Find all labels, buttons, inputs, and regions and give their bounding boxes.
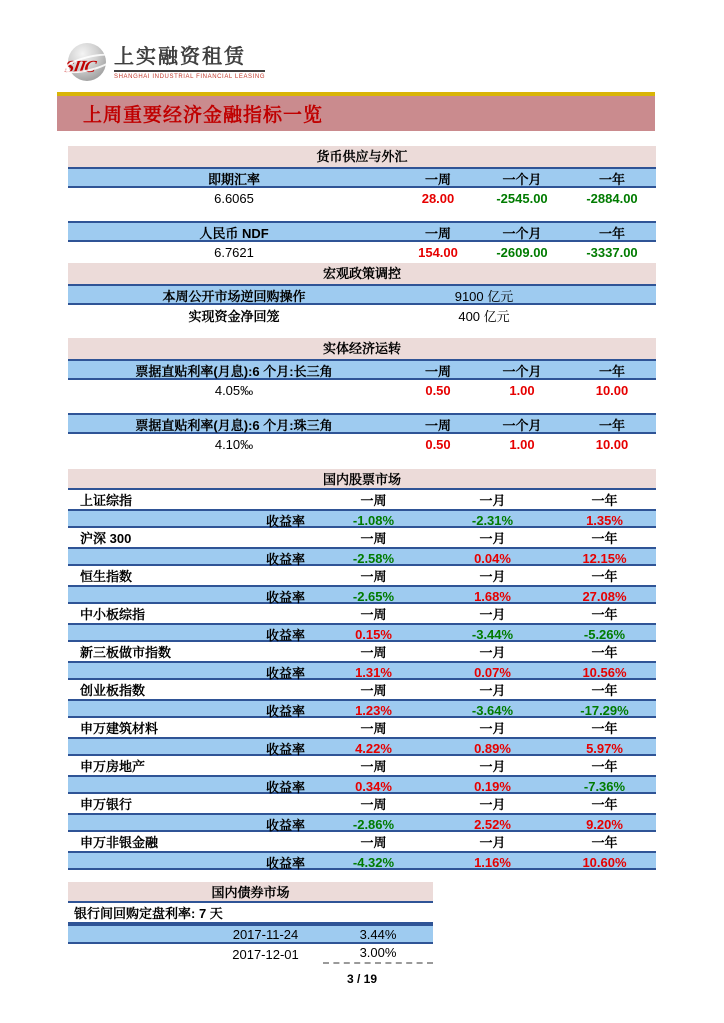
col-header-week: 一周 [360, 797, 387, 812]
stock-name: 申万银行 [80, 797, 133, 812]
yield-month: 0.19% [474, 779, 511, 794]
current-value: 6.7621 [214, 245, 254, 260]
change-week: 0.50 [425, 437, 451, 452]
col-header-month: 一月 [479, 493, 506, 508]
yield-week: 0.34% [355, 779, 392, 794]
stock-index-row [68, 604, 656, 623]
yield-label: 收益率 [265, 666, 305, 681]
col-header-year: 一年 [598, 226, 625, 241]
section-header-bonds: 国内债券市场 [68, 882, 433, 903]
stock-index-row [68, 566, 656, 585]
macro-value: 400 亿元 [458, 309, 510, 324]
yield-row [68, 851, 656, 870]
yield-row [68, 509, 656, 528]
yield-week: -2.86% [352, 817, 395, 832]
yield-year: 12.15% [582, 551, 627, 566]
col-header-year: 一年 [591, 759, 618, 774]
section-header-money-fx: 货币供应与外汇 [68, 146, 656, 167]
col-header-week: 一周 [424, 226, 451, 241]
yield-year: -7.36% [583, 779, 626, 794]
yield-month: 0.07% [474, 665, 511, 680]
indicator-label: 即期汇率 [207, 172, 260, 187]
yield-month: -3.64% [471, 703, 514, 718]
col-header-week: 一周 [360, 759, 387, 774]
col-header-month: 一个月 [502, 364, 542, 379]
yield-row [68, 623, 656, 642]
col-header-year: 一年 [591, 493, 618, 508]
indicator-value-row [68, 188, 656, 209]
yield-month: 0.89% [474, 741, 511, 756]
indicator-header-row [68, 359, 656, 380]
indicator-header-row [68, 413, 656, 434]
col-header-month: 一月 [479, 569, 506, 584]
stock-name: 申万房地产 [80, 759, 146, 774]
yield-label: 收益率 [265, 514, 305, 529]
change-year: -2884.00 [586, 191, 638, 206]
col-header-week: 一周 [360, 721, 387, 736]
indicator-value-row [68, 242, 656, 263]
indicator-value-row [68, 380, 656, 401]
yield-month: 1.16% [474, 855, 511, 870]
macro-row [68, 284, 656, 305]
change-year: -3337.00 [586, 245, 638, 260]
spacer [68, 209, 656, 221]
col-header-year: 一年 [598, 418, 625, 433]
col-header-week: 一周 [360, 493, 387, 508]
col-header-month: 一个月 [502, 172, 542, 187]
col-header-month: 一月 [479, 797, 506, 812]
current-value: 4.10‰ [214, 437, 254, 452]
current-value: 6.6065 [214, 191, 254, 206]
company-name-block [114, 45, 265, 80]
bond-subtitle-row [68, 903, 433, 924]
col-header-year: 一年 [591, 721, 618, 736]
siic-emblem-text: SIIC [63, 57, 97, 76]
col-header-week: 一周 [360, 569, 387, 584]
yield-label: 收益率 [265, 552, 305, 567]
stock-name: 创业板指数 [80, 683, 146, 698]
stock-index-row [68, 718, 656, 737]
bond-market-table [68, 882, 433, 964]
col-header-month: 一个月 [502, 418, 542, 433]
yield-month: 0.04% [474, 551, 511, 566]
section-header-real-economy: 实体经济运转 [68, 338, 656, 359]
yield-month: -2.31% [471, 513, 514, 528]
bond-date: 2017-12-01 [232, 946, 299, 962]
col-header-year: 一年 [591, 531, 618, 546]
col-header-month: 一月 [479, 835, 506, 850]
stock-name: 中小板综指 [80, 607, 146, 622]
bond-rate: 3.44% [359, 926, 397, 942]
change-year: 10.00 [595, 383, 629, 398]
change-week: 28.00 [421, 191, 455, 206]
stock-index-row [68, 642, 656, 661]
macro-row [68, 305, 656, 326]
yield-label: 收益率 [265, 628, 305, 643]
macro-label: 实现资金净回笼 [188, 309, 280, 324]
yield-year: 1.35% [586, 513, 623, 528]
yield-month: 1.68% [474, 589, 511, 604]
company-logo [63, 40, 656, 84]
bond-row [68, 924, 433, 944]
col-header-month: 一月 [479, 645, 506, 660]
yield-label: 收益率 [265, 742, 305, 757]
col-header-year: 一年 [591, 607, 618, 622]
col-header-week: 一周 [360, 607, 387, 622]
yield-week: -2.58% [352, 551, 395, 566]
section-header-stocks: 国内股票市场 [68, 469, 656, 490]
change-week: 154.00 [418, 245, 458, 260]
yield-label: 收益率 [265, 818, 305, 833]
yield-year: 27.08% [582, 589, 627, 604]
stock-name: 申万建筑材料 [80, 721, 159, 736]
macro-label: 本周公开市场逆回购操作 [162, 289, 306, 304]
macro-value: 9100 亿元 [454, 289, 514, 304]
stock-market-table [68, 469, 656, 870]
yield-month: 2.52% [474, 817, 511, 832]
stock-index-row [68, 490, 656, 509]
yield-year: 10.56% [582, 665, 627, 680]
yield-week: 1.23% [355, 703, 392, 718]
yield-year: 5.97% [586, 741, 623, 756]
indicator-header-row [68, 167, 656, 188]
change-month: -2545.00 [496, 191, 548, 206]
yield-week: 1.31% [355, 665, 392, 680]
indicator-header-row [68, 221, 656, 242]
yield-row [68, 737, 656, 756]
yield-week: -4.32% [352, 855, 395, 870]
yield-week: -2.65% [352, 589, 395, 604]
yield-week: 0.15% [355, 627, 392, 642]
change-year: 10.00 [595, 437, 629, 452]
company-name-cn: 上实融资租赁 [114, 45, 265, 72]
stock-index-row [68, 528, 656, 547]
stock-name: 上证综指 [80, 493, 133, 508]
col-header-week: 一周 [360, 531, 387, 546]
change-month: 1.00 [509, 383, 535, 398]
page-number: 3 / 19 [346, 972, 378, 986]
yield-year: -5.26% [583, 627, 626, 642]
col-header-year: 一年 [591, 835, 618, 850]
stock-index-row [68, 794, 656, 813]
col-header-week: 一周 [360, 683, 387, 698]
yield-label: 收益率 [265, 590, 305, 605]
yield-row [68, 661, 656, 680]
stock-index-row [68, 832, 656, 851]
money-fx-table [68, 146, 656, 326]
col-header-month: 一个月 [502, 226, 542, 241]
col-header-year: 一年 [591, 683, 618, 698]
yield-week: -1.08% [352, 513, 395, 528]
yield-row [68, 547, 656, 566]
col-header-week: 一周 [360, 645, 387, 660]
stock-index-row [68, 756, 656, 775]
spacer [68, 401, 656, 413]
indicator-value-row [68, 434, 656, 455]
yield-month: -3.44% [471, 627, 514, 642]
stock-index-row [68, 680, 656, 699]
col-header-month: 一月 [479, 683, 506, 698]
stock-name: 新三板做市指数 [80, 645, 172, 660]
bond-date: 2017-11-24 [232, 926, 299, 942]
col-header-year: 一年 [598, 364, 625, 379]
indicator-label: 人民币 NDF [199, 226, 269, 241]
col-header-year: 一年 [598, 172, 625, 187]
col-header-week: 一周 [360, 835, 387, 850]
yield-year: 9.20% [586, 817, 623, 832]
col-header-week: 一周 [424, 172, 451, 187]
yield-label: 收益率 [265, 856, 305, 871]
col-header-year: 一年 [591, 645, 618, 660]
bond-subtitle: 银行间回购定盘利率: 7 天 [74, 906, 223, 921]
stock-name: 申万非银金融 [80, 835, 159, 850]
company-name-en: SHANGHAI INDUSTRIAL FINANCIAL LEASING [114, 73, 266, 80]
page-content [63, 40, 656, 986]
bond-rate: 3.00% [323, 944, 433, 964]
col-header-year: 一年 [591, 797, 618, 812]
siic-globe-icon [63, 43, 106, 81]
bond-row [68, 944, 433, 964]
page-title: 上周重要经济金融指标一览 [83, 105, 324, 126]
page-title-band [57, 92, 655, 131]
yield-row [68, 699, 656, 718]
yield-label: 收益率 [265, 704, 305, 719]
yield-row [68, 775, 656, 794]
yield-year: 10.60% [582, 855, 627, 870]
col-header-week: 一周 [424, 418, 451, 433]
col-header-month: 一月 [479, 607, 506, 622]
indicator-label: 票据直贴利率(月息):6 个月:长三角 [135, 364, 333, 379]
change-month: -2609.00 [496, 245, 548, 260]
real-economy-table [68, 338, 656, 455]
col-header-month: 一月 [479, 721, 506, 736]
yield-label: 收益率 [265, 780, 305, 795]
yield-week: 4.22% [355, 741, 392, 756]
yield-year: -17.29% [580, 703, 629, 718]
stock-name: 沪深 300 [80, 531, 132, 546]
change-month: 1.00 [509, 437, 535, 452]
col-header-year: 一年 [591, 569, 618, 584]
stock-name: 恒生指数 [80, 569, 133, 584]
indicator-label: 票据直贴利率(月息):6 个月:珠三角 [135, 418, 333, 433]
yield-row [68, 585, 656, 604]
current-value: 4.05‰ [214, 383, 254, 398]
col-header-month: 一月 [479, 759, 506, 774]
change-week: 0.50 [425, 383, 451, 398]
yield-row [68, 813, 656, 832]
col-header-month: 一月 [479, 531, 506, 546]
section-header-macro: 宏观政策调控 [68, 263, 656, 284]
col-header-week: 一周 [424, 364, 451, 379]
